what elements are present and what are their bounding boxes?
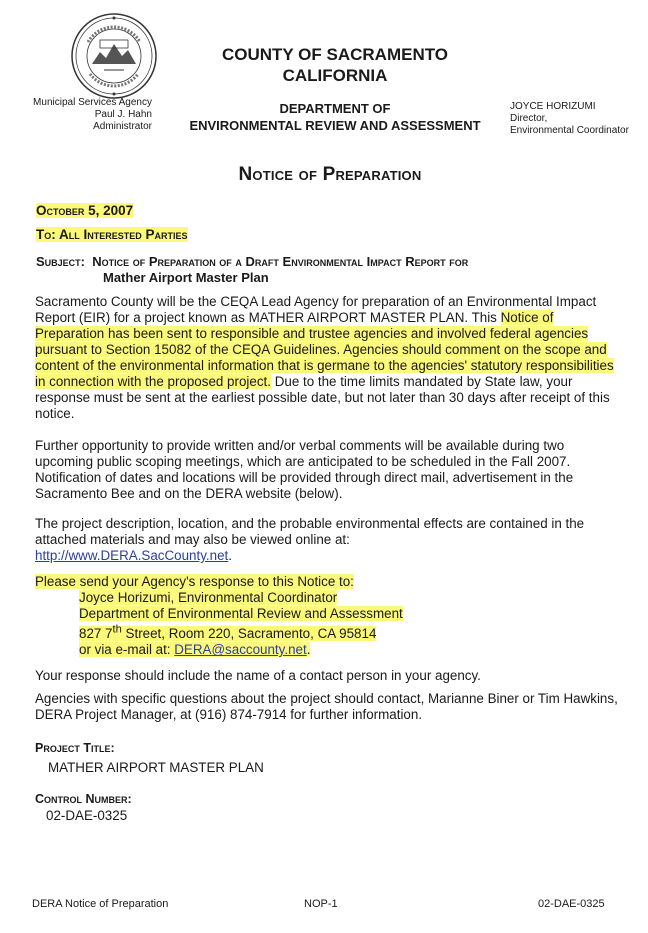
county-line-1: COUNTY OF SACRAMENTO [221,45,449,64]
right-header-block [510,101,642,137]
paragraph-lead-agency [35,294,625,422]
para1-part-c: Due to the time limits mandated by State law, your response must be sent at the earliest possible date, but not later than 30 days after receipt of this notice. [35,374,610,421]
project-title-value: MATHER AIRPORT MASTER PLAN [48,760,264,775]
subject-line-1: Notice of Preparation of a Draft Environmental Impact Report for [92,254,469,269]
project-title-label: Project Title: [35,741,115,755]
paragraph-questions: Agencies with specific questions about the project should contact, Marianne Biner or Tim Hawkins, DERA Project Manager, at (916) 874-7914 for further information. [35,691,618,722]
control-number-value: 02-DAE-0325 [46,808,128,823]
paragraph-project-description [35,516,625,564]
notice-title: Notice of Preparation [238,164,422,185]
county-line-2: CALIFORNIA [282,66,388,85]
paragraph-contact-person: Your response should include the name of a contact person in your agency. [35,668,481,683]
director-role-2: Environmental Coordinator [510,125,629,136]
dept-line-2: ENVIRONMENTAL REVIEW AND ASSESSMENT [189,118,481,133]
dept-line-1: DEPARTMENT OF [279,101,391,116]
dera-website-link[interactable]: http://www.DERA.SacCounty.net [35,548,229,563]
county-heading [160,44,510,86]
para3-text: The project description, location, and the probable environmental effects are contained in the attached materials and may also be viewed online at: [35,516,585,547]
paragraph-scoping-meetings: Further opportunity to provide written and/or verbal comments will be available during two upcoming public scoping meetings, which are anticipated to be scheduled in the Fall 2007. Notification of dates and locations will be provided through direct mail, advertisement in the Sacramento Bee and on the DERA website (below). [35,438,574,501]
left-header-block [20,97,152,133]
dera-email-link[interactable]: DERA@saccounty.net [174,642,307,658]
para1-highlighted: Notice of Preparation has been sent to responsible and trustee agencies and involved federal agencies pursuant to Section 15082 of the CEQA Guidelines. Agencies should comment on the scope and content of the environmental information that is germane to the agencies' statutory responsibilities in connection with the proposed project. [35,310,614,389]
response-address-block [35,574,625,658]
subject-label: Subject: [36,254,86,269]
agency-name: Municipal Services Agency [33,97,152,108]
email-prefix: or via e-mail at: [79,642,175,658]
director-role-1: Director, [510,113,548,124]
response-street [79,626,376,641]
control-number-label: Control Number: [35,792,132,806]
footer-left: DERA Notice of Preparation [32,898,169,910]
footer-page-number: NOP-1 [304,898,338,910]
para1-part-a: Sacramento County will be the CEQA Lead Agency for preparation of an Environmental Impact Report (EIR) for a project known as MATHER AIRPORT MASTER PLAN. This [35,294,597,325]
email-end: . [306,642,311,658]
para3-end: . [228,548,232,563]
footer-control-number: 02-DAE-0325 [538,898,605,910]
administrator-name: Paul J. Hahn [94,109,152,120]
response-contact: Joyce Horizumi, Environmental Coordinator [79,590,338,605]
department-heading [150,100,520,134]
response-intro: Please send your Agency's response to this Notice to: [35,574,354,589]
street-rest: Street, Room 220, Sacramento, CA 95814 [121,626,377,642]
street-suffix: th [112,624,122,636]
response-email-line [79,642,310,657]
director-name: JOYCE HORIZUMI [510,101,596,112]
administrator-role: Administrator [93,121,152,132]
recipient-line: To: All Interested Parties [36,227,188,242]
notice-date: October 5, 2007 [36,203,134,218]
street-number: 827 7 [79,626,113,642]
subject-block [36,254,626,286]
county-seal-icon [70,12,158,100]
response-department: Department of Environmental Review and Assessment [79,606,403,621]
subject-line-2: Mather Airport Master Plan [103,270,269,285]
